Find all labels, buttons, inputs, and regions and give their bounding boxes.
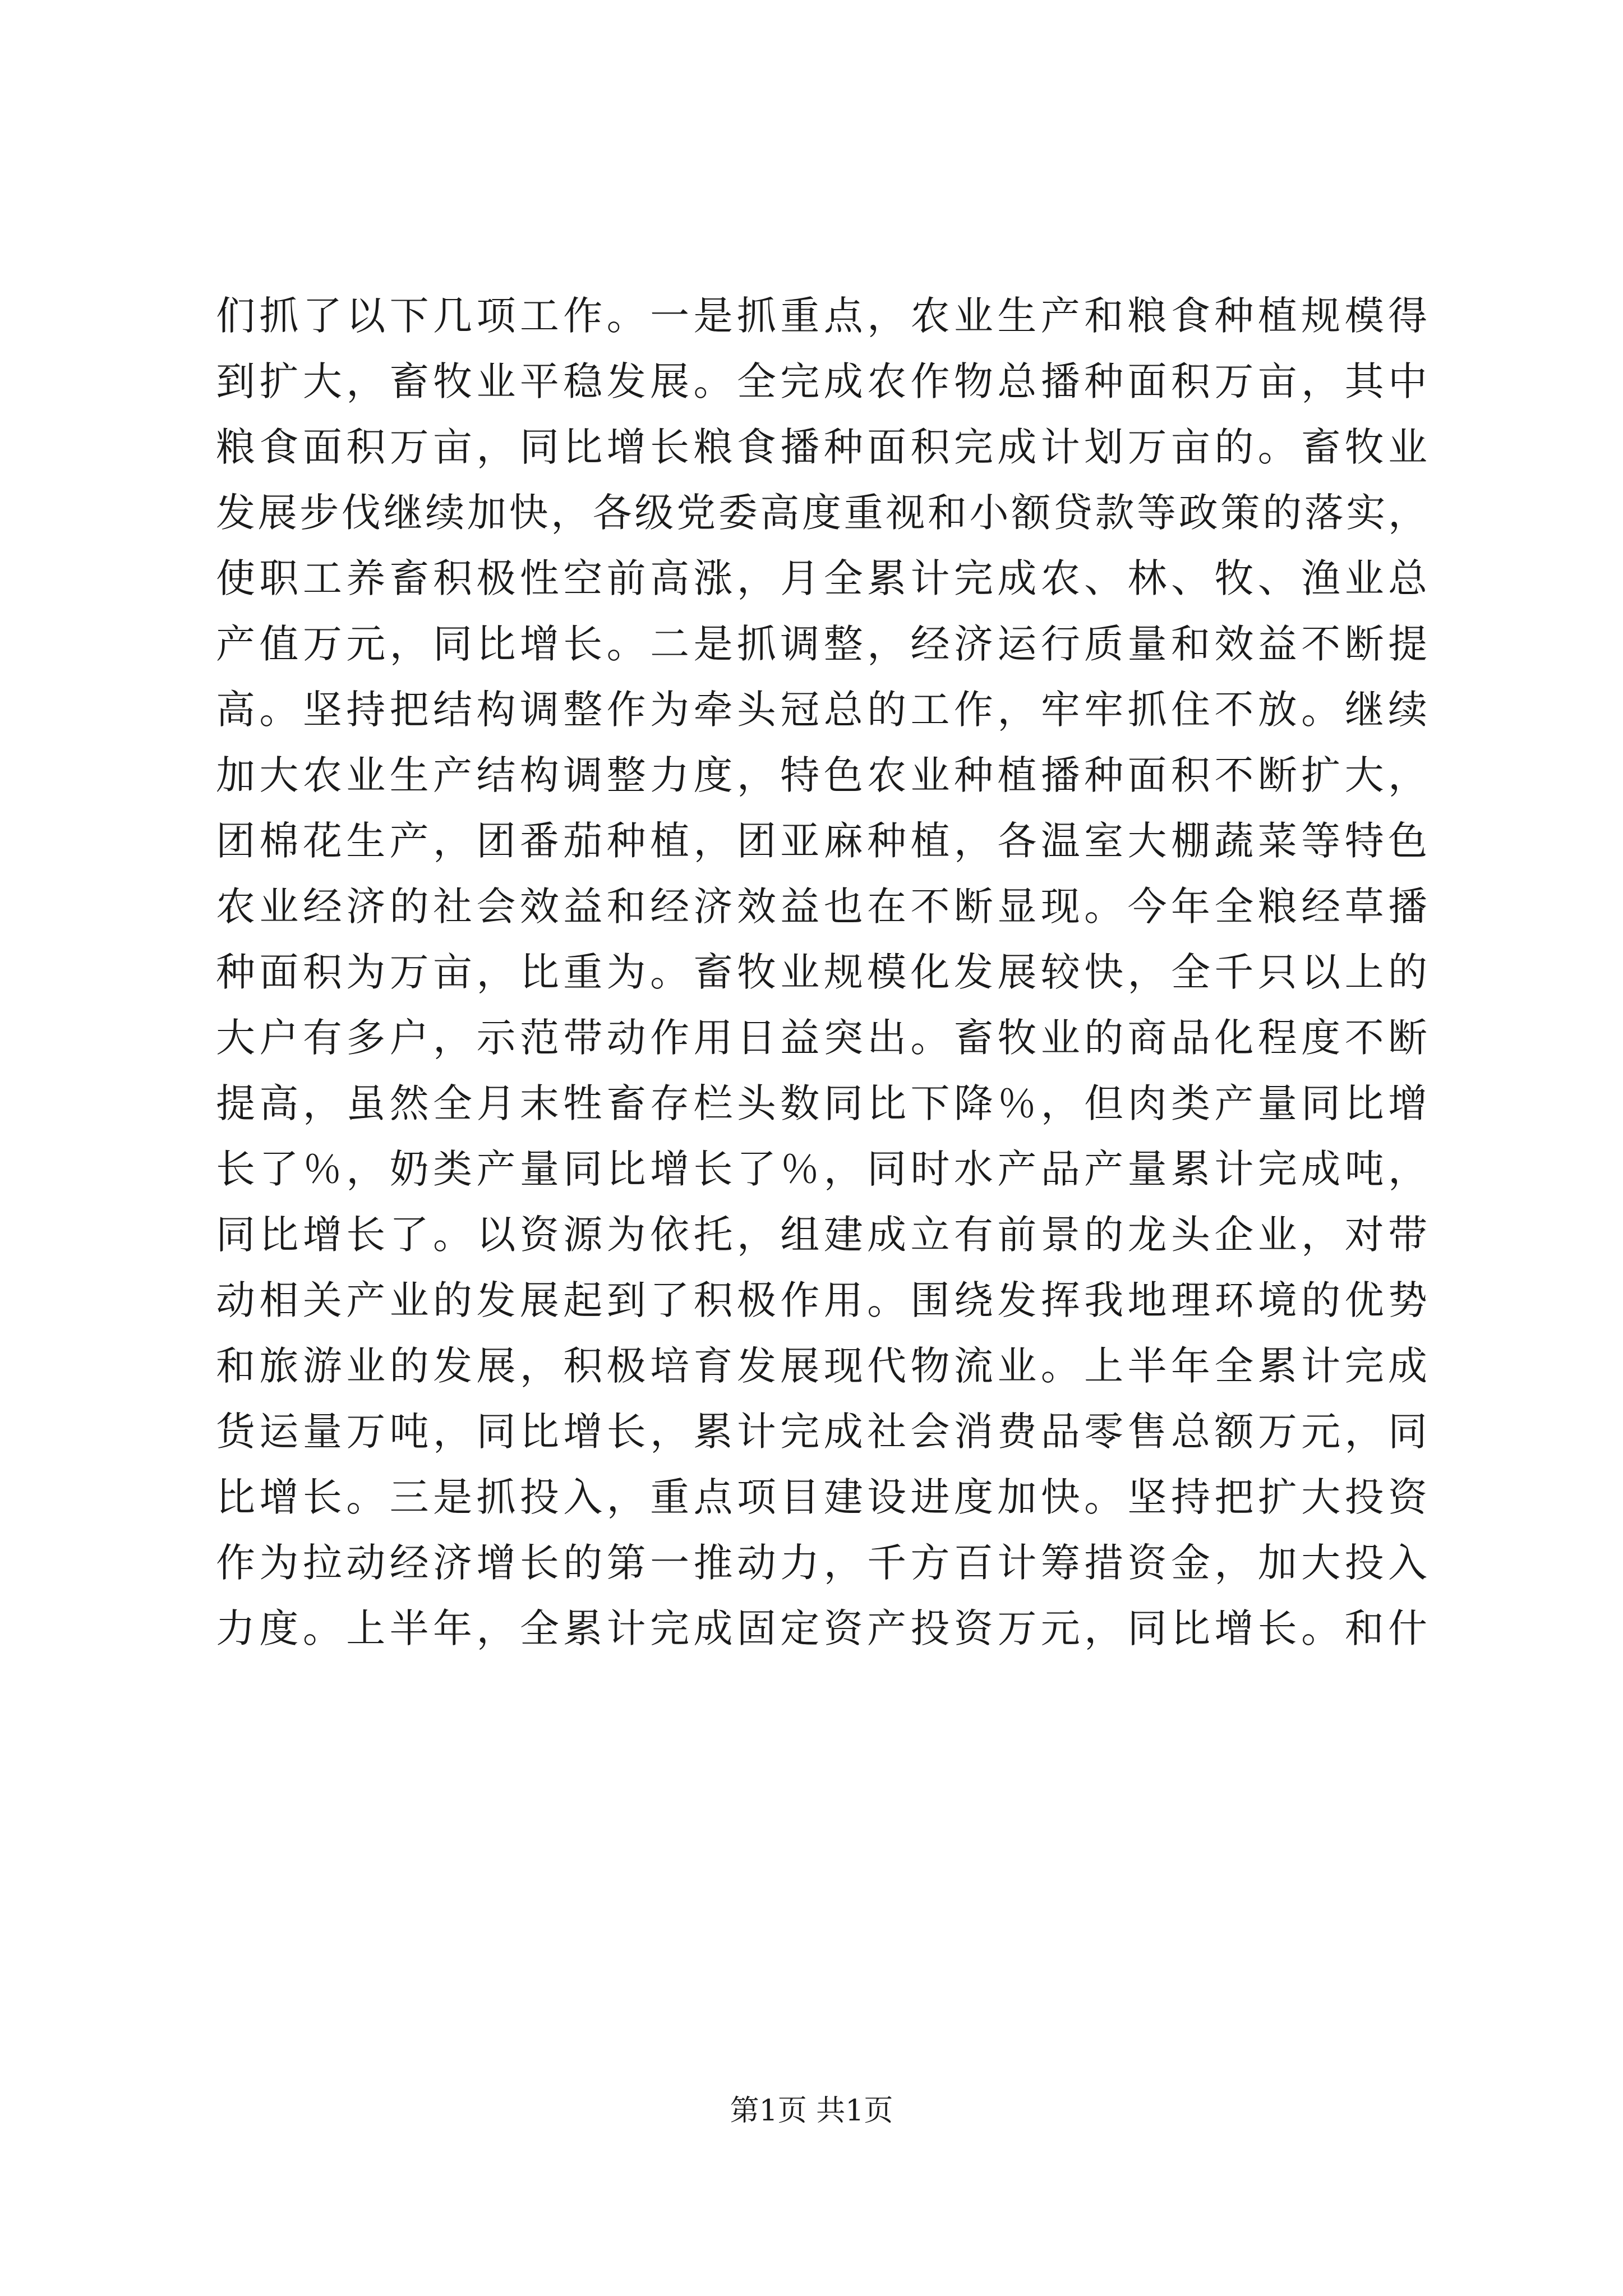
body-line-5: 使职工养畜积极性空前高涨，月全累计完成农、林、牧、渔业总	[216, 555, 1427, 601]
body-line-8: 加大农业生产结构调整力度，特色农业种植播种面积不断扩大，	[216, 752, 1427, 798]
body-line-21: 力度。上半年，全累计完成固定资产投资万元，同比增长。和什	[216, 1605, 1427, 1651]
body-line-13: 提高，虽然全月末牲畜存栏头数同比下降％，但肉类产量同比增	[216, 1080, 1427, 1126]
body-line-1: 们抓了以下几项工作。一是抓重点，农业生产和粮食种植规模得	[216, 293, 1427, 339]
body-line-20: 作为拉动经济增长的第一推动力，千方百计筹措资金，加大投入	[216, 1540, 1427, 1586]
body-line-2: 到扩大，畜牧业平稳发展。全完成农作物总播种面积万亩，其中	[216, 358, 1427, 404]
body-line-12: 大户有多户，示范带动作用日益突出。畜牧业的商品化程度不断	[216, 1015, 1427, 1061]
body-line-10: 农业经济的社会效益和经济效益也在不断显现。今年全粮经草播	[216, 884, 1427, 930]
body-line-4: 发展步伐继续加快，各级党委高度重视和小额贷款等政策的落实，	[216, 490, 1427, 536]
body-line-6: 产值万元，同比增长。二是抓调整，经济运行质量和效益不断提	[216, 621, 1427, 667]
body-line-18: 货运量万吨，同比增长，累计完成社会消费品零售总额万元，同	[216, 1409, 1427, 1455]
body-line-17: 和旅游业的发展，积极培育发展现代物流业。上半年全累计完成	[216, 1343, 1427, 1389]
page-footer: 第1页 共1页	[730, 2094, 893, 2128]
body-line-9: 团棉花生产，团番茄种植，团亚麻种植，各温室大棚蔬菜等特色	[216, 818, 1427, 864]
document-body	[216, 283, 1427, 1662]
body-line-16: 动相关产业的发展起到了积极作用。围绕发挥我地理环境的优势	[216, 1277, 1427, 1323]
body-line-14: 长了％，奶类产量同比增长了％，同时水产品产量累计完成吨，	[216, 1146, 1427, 1192]
body-line-3: 粮食面积万亩，同比增长粮食播种面积完成计划万亩的。畜牧业	[216, 424, 1427, 470]
body-line-7: 高。坚持把结构调整作为牵头冠总的工作，牢牢抓住不放。继续	[216, 687, 1427, 733]
body-line-19: 比增长。三是抓投入，重点项目建设进度加快。坚持把扩大投资	[216, 1474, 1427, 1520]
body-line-15: 同比增长了。以资源为依托，组建成立有前景的龙头企业，对带	[216, 1212, 1427, 1258]
body-line-11: 种面积为万亩，比重为。畜牧业规模化发展较快，全千只以上的	[216, 949, 1427, 995]
